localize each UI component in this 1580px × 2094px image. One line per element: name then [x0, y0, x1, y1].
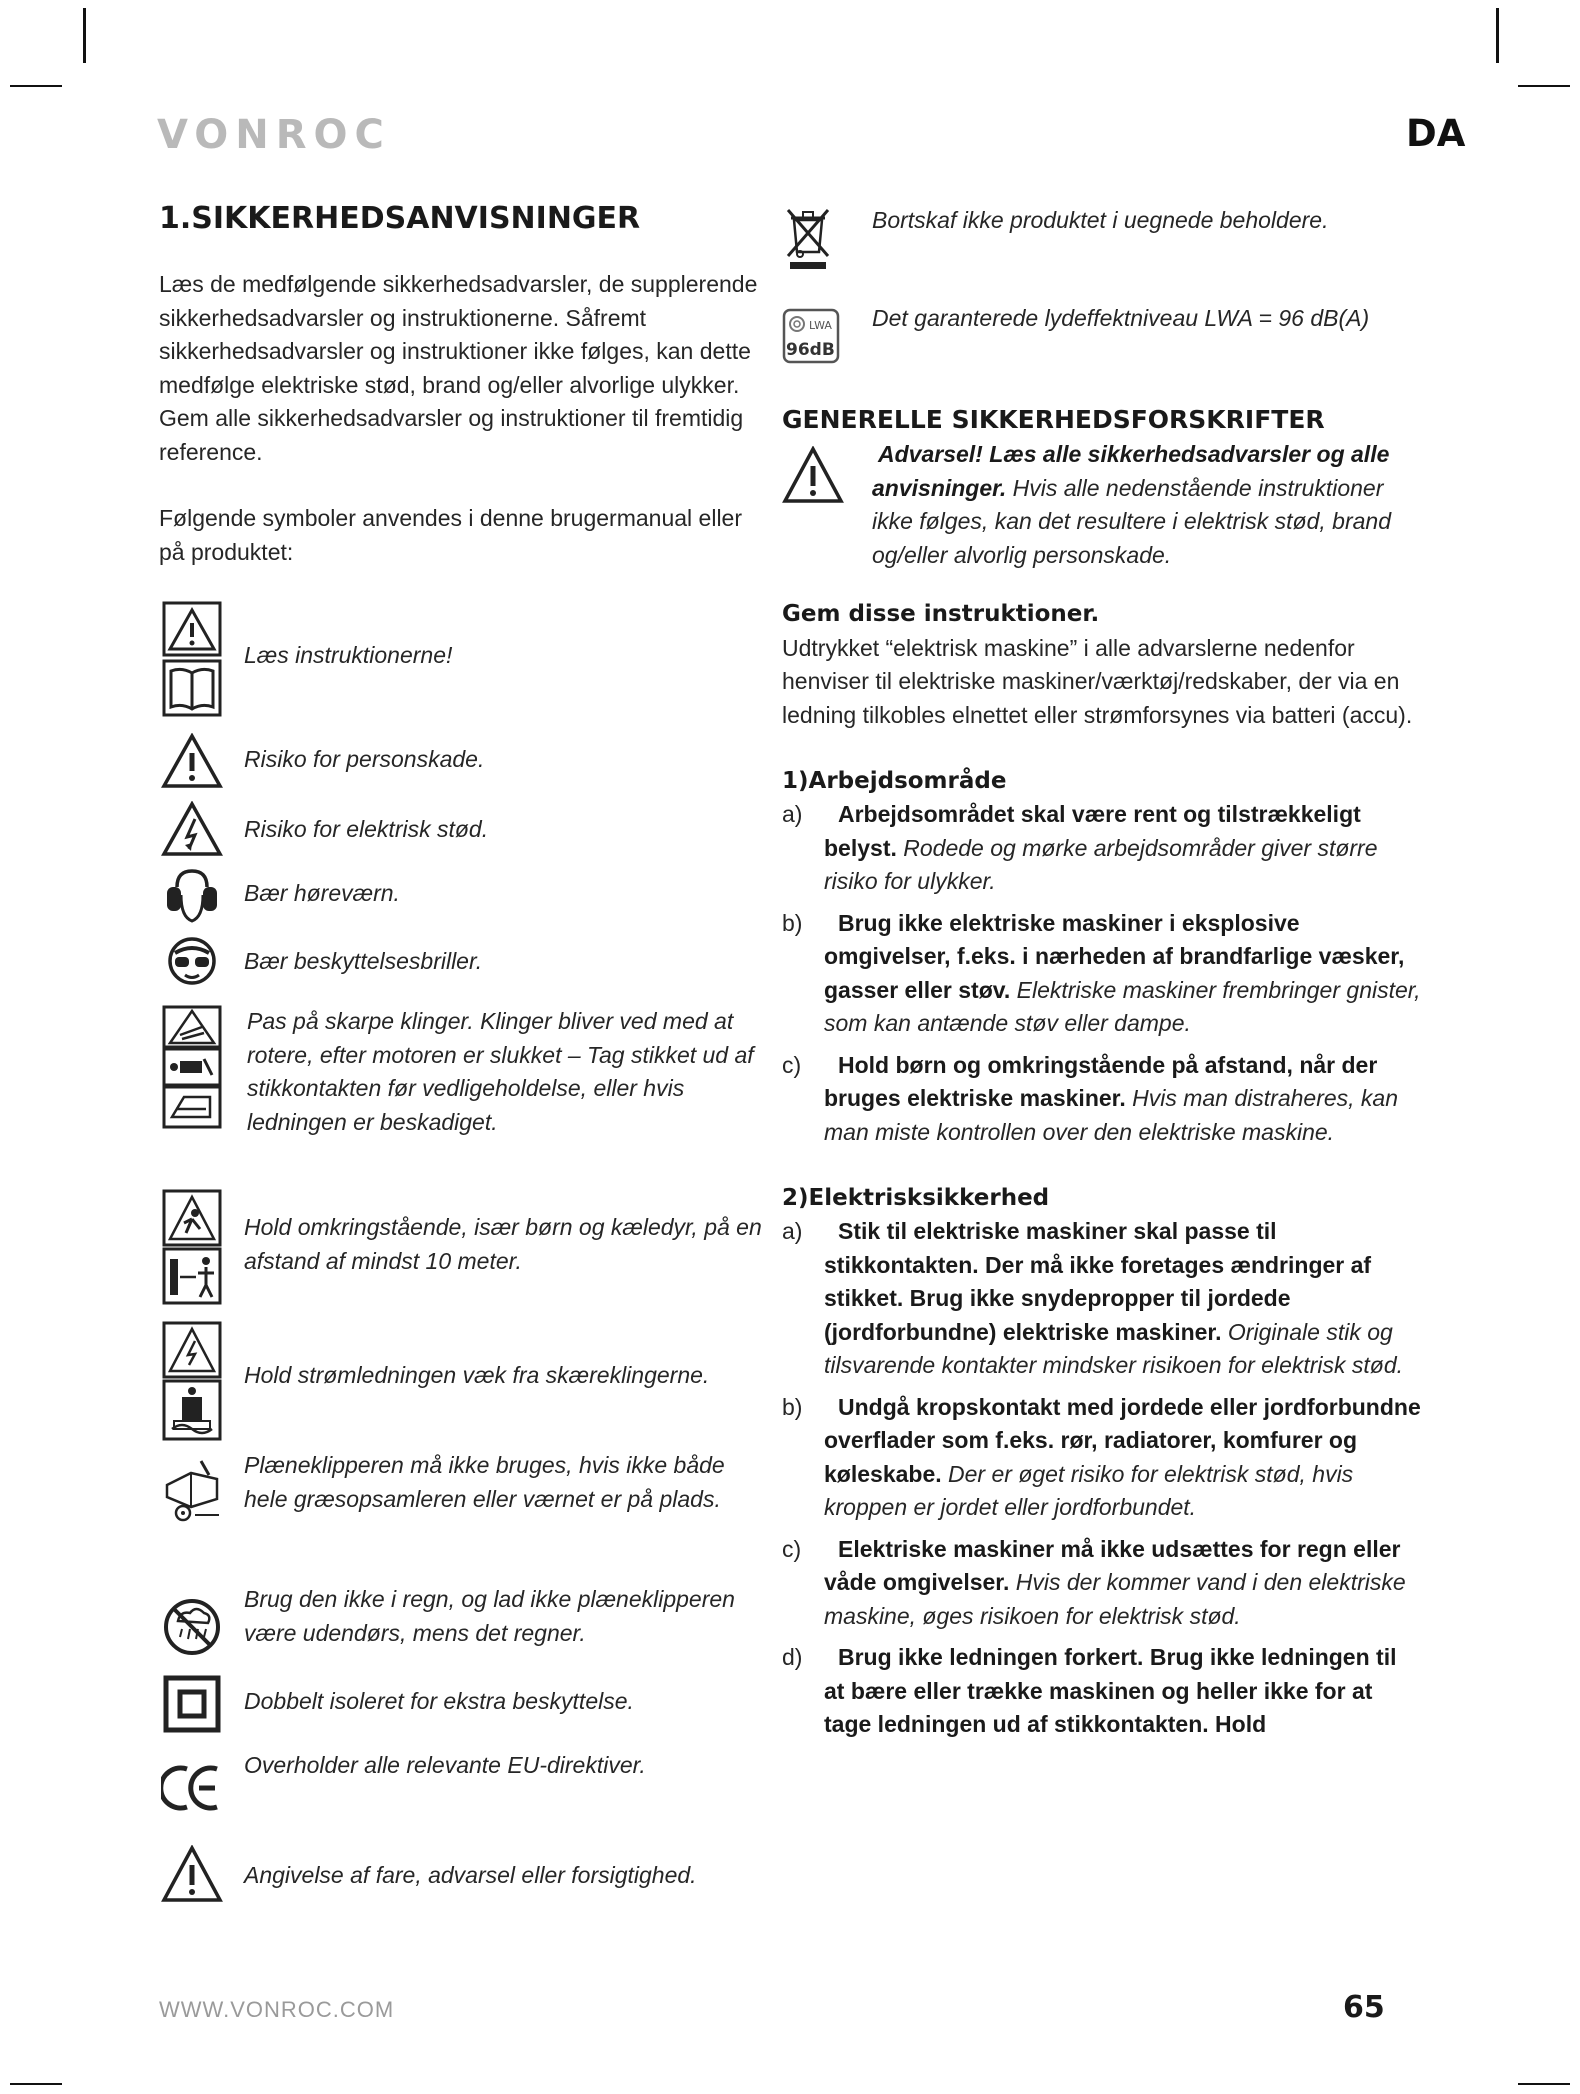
general-warning-rest: Hvis alle nedenstående instruktioner ikke følges, kan det resultere i elektrisk stød, brand og/eller alvorlig personskade. — [872, 474, 1391, 568]
symbol-text: Angivelse af fare, advarsel eller forsigtighed. — [244, 1862, 697, 1888]
symbol-text: Plæneklipperen må ikke bruges, hvis ikke både hele græsopsamleren eller værnet er på plads. — [244, 1452, 725, 1512]
symbol-text: Dobbelt isoleret for ekstra beskyttelse. — [244, 1688, 634, 1714]
symbol-row — [159, 1583, 759, 1663]
symbol-text: Risiko for elektrisk stød. — [244, 816, 489, 842]
warning-triangle-icon — [782, 446, 844, 509]
symbol-text: Pas på skarpe klinger. Klinger bliver ved med at rotere, efter motoren er slukket – Tag stikket ud af stikkontakten før vedligeholdelse, eller hvis ledningen er beskadiget. — [247, 1008, 754, 1135]
symbol-row — [159, 867, 759, 927]
crop-mark — [1518, 85, 1570, 87]
language-code: DA — [1406, 112, 1466, 155]
list-item: b) Brug ikke elektriske maskiner i eksplosive omgivelser, f.eks. i nærheden af brandfarlige væsker, gasser eller støv. Elektriske maskiner frembringer gnister, som kan antænde støv eller dampe. — [782, 909, 1421, 1036]
symbol-text: Overholder alle relevante EU-direktiver. — [244, 1752, 646, 1778]
noise-row — [782, 302, 1422, 402]
symbol-row — [159, 801, 759, 859]
warning-triangle-icon — [159, 733, 225, 789]
safety-glasses-icon — [159, 935, 225, 987]
section-title: 1.SIKKERHEDSANVISNINGER — [159, 201, 641, 236]
symbol-text: Bær beskyttelsesbriller. — [244, 948, 483, 974]
general-warning-row — [782, 438, 1422, 598]
save-text: Udtrykket “elektrisk maskine” i alle advarslerne nedenfor henviser til elektriske maskiner/værktøj/redskaber, der via en ledning tilkobles elnettet eller strømforsynes via batteri (accu). — [782, 634, 1413, 728]
symbol-row — [159, 1837, 759, 1907]
symbol-row — [159, 733, 759, 791]
symbol-text: Hold omkringstående, især børn og kæledyr, på en afstand af mindst 10 meter. — [244, 1214, 762, 1274]
crop-mark — [1518, 2083, 1570, 2085]
list-item: b) Undgå kropskontakt med jordede eller jordforbundne overflader som f.eks. rør, radiatorer, komfurer og køleskabe. Der er øget risiko for elektrisk stød, hvis kroppen er jordet eller jordforbundet. — [782, 1393, 1421, 1520]
list-item: d) Brug ikke ledningen forkert. Brug ikke ledningen til at bære eller trække maskinen og heller ikke for at tage ledningen ud af stikkontakten. Hold — [782, 1644, 1397, 1737]
symbol-text: Bær høreværn. — [244, 880, 400, 906]
sharp-blades-icon — [159, 1005, 225, 1129]
crop-mark — [10, 2083, 62, 2085]
section-elektrisksikkerhed — [782, 1181, 1422, 1742]
subsection-title: 2)Elektrisksikkerhed — [782, 1185, 1050, 1211]
brand-logo: VONROC — [157, 112, 391, 158]
weee-row — [782, 204, 1422, 302]
save-block — [782, 598, 1422, 732]
double-insulation-icon — [159, 1675, 225, 1733]
crop-mark — [10, 85, 62, 87]
left-column — [159, 196, 762, 1907]
symbol-row — [159, 1189, 762, 1309]
symbol-text: Læs instruktionerne! — [244, 642, 453, 668]
symbol-row — [159, 1449, 759, 1579]
footer-url[interactable]: WWW.VONROC.COM — [159, 1997, 395, 2022]
symbol-row — [159, 601, 759, 719]
symbol-row — [159, 1675, 759, 1737]
list-item: a) Stik til elektriske maskiner skal passe til stikkontakten. Der må ikke foretages ændringer af stikket. Brug ikke snydepropper til jordede (jordforbundne) elektriske maskiner. Originale stik og tilsvarende kontakter mindsker risikoen for elektrisk stød. — [782, 1218, 1404, 1378]
symbol-row — [159, 1749, 759, 1829]
list-item: c) Hold børn og omkringstående på afstand, når der bruges elektriske maskiner. Hvis man distraheres, kan man miste kontrollen over den elektriske maskine. — [782, 1051, 1399, 1145]
symbol-row — [159, 1321, 759, 1443]
subsection-title: 1)Arbejdsområde — [782, 768, 1007, 794]
sound-level-icon — [782, 308, 840, 369]
symbol-text: Hold strømledningen væk fra skæreklingerne. — [244, 1362, 710, 1388]
noise-text: Det garanterede lydeffektniveau LWA = 96 dB(A) — [872, 305, 1370, 331]
list-item: c) Elektriske maskiner må ikke udsættes for regn eller våde omgivelser. Hvis der kommer vand i den elektriske maskine, øges risikoen for elektrisk stød. — [782, 1535, 1406, 1629]
page-number: 65 — [1343, 1990, 1385, 2025]
crossed-bin-icon — [782, 206, 834, 277]
read-manual-icon — [159, 601, 225, 717]
svg-text:96dB: 96dB — [786, 340, 835, 360]
section-arbejdsomraade — [782, 764, 1422, 1149]
crop-mark — [83, 8, 86, 63]
general-title: GENERELLE SIKKERHEDSFORSKRIFTER — [782, 405, 1325, 434]
svg-text:LWA: LWA — [809, 319, 832, 332]
symbol-text: Brug den ikke i regn, og lad ikke plæneklipperen være udendørs, mens det regner. — [244, 1586, 735, 1646]
intro-paragraph: Læs de medfølgende sikkerhedsadvarsler, de supplerende sikkerhedsadvarsler og instruktionerne. Såfremt sikkerhedsadvarsler og instruktioner ikke følges, kan dette medfølge elektriske stød, brand og/eller alvorlige ulykker. Gem alle sikkerhedsadvarsler og instruktioner til fremtidig reference. — [159, 271, 758, 465]
no-rain-icon — [159, 1583, 225, 1657]
symbols-intro: Følgende symboler anvendes i denne brugermanual eller på produktet: — [159, 505, 743, 565]
electric-shock-icon — [159, 801, 225, 857]
ce-mark-icon — [159, 1749, 225, 1813]
general-warning-text — [872, 438, 1412, 572]
right-column — [782, 204, 1422, 1742]
weee-text: Bortskaf ikke produktet i uegnede beholdere. — [872, 207, 1329, 233]
general-warning-bold: Advarsel! Læs alle sikkerhedsadvarsler og alle anvisninger. — [872, 441, 1390, 501]
symbol-row — [159, 935, 759, 991]
danger-triangle-icon — [159, 1837, 225, 1903]
symbol-row — [159, 1005, 759, 1175]
keep-distance-icon — [159, 1189, 225, 1305]
power-cord-blade-icon — [159, 1321, 225, 1441]
symbol-text: Risiko for personskade. — [244, 746, 485, 772]
list-item: a) Arbejdsområdet skal være rent og tilstrækkeligt belyst. Rodede og mørke arbejdsområder giver større risiko for ulykker. — [782, 801, 1378, 894]
grass-collector-icon — [159, 1449, 225, 1525]
crop-mark — [1496, 8, 1499, 63]
save-title: Gem disse instruktioner. — [782, 601, 1100, 627]
ear-protection-icon — [159, 867, 225, 925]
